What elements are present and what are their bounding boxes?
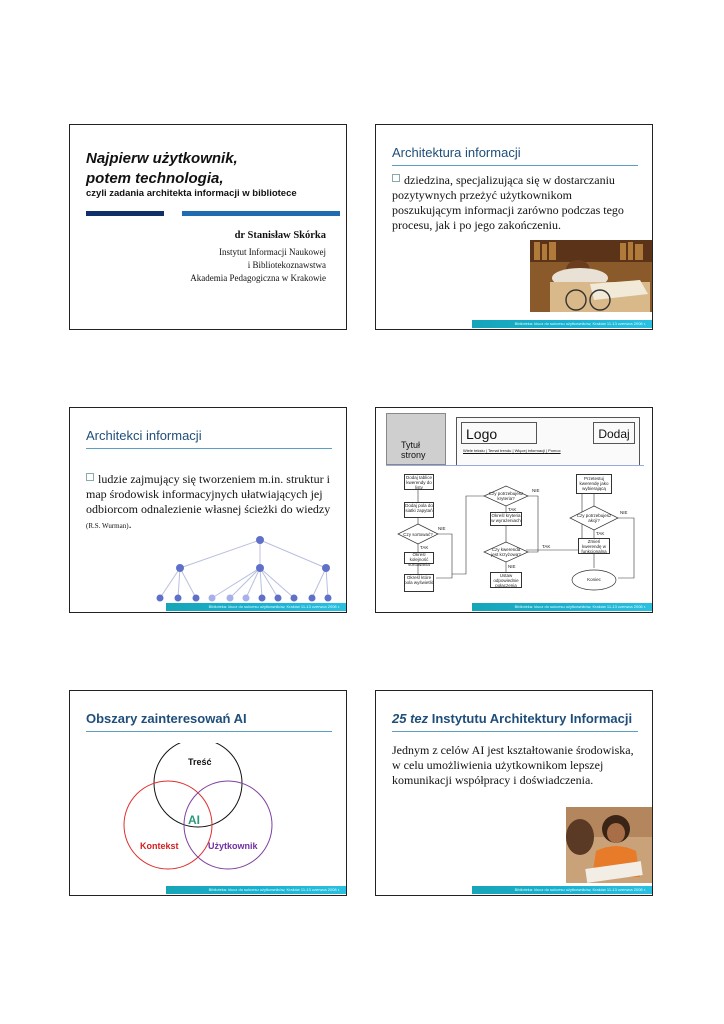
page-title-text: Tytuł strony [401,440,426,460]
page-title-block [386,413,446,465]
slide-footer [166,603,346,611]
heading-rule [392,731,638,732]
bullet-item [86,472,334,534]
nav-link-2: Temat trendu [488,448,512,453]
venn-label-tresc: Treść [188,757,212,767]
venn-label-uzytkownik: Użytkownik [208,841,258,851]
slide-footer [166,886,346,894]
bullet-icon [86,473,94,481]
flow-text: Dodaj tablice kwerendy do listy [405,475,432,490]
flow-branch-label: TAK [542,544,551,549]
footer-text: Biblioteka: klucz do sukcesu użytkowników, Kraków 11-13 czerwca 2008 r. [514,887,646,892]
flow-decision-text: Czy potrzebujesz kryteria? [488,491,524,501]
slide-architekci [69,407,347,613]
slide-heading [392,711,632,726]
nav-link-1: Wiele tekstu [463,448,485,453]
flow-text: Określ kolejność sortowania [408,552,430,567]
bullet-item [392,173,640,233]
nav-link-4: Pomoc [548,448,561,453]
flow-decision-text: Czy potrzebujesz akcji? [576,513,612,523]
footer-text: Biblioteka: klucz do sukcesu użytkowników, Kraków 11-13 czerwca 2008 r. [208,887,340,892]
slide-25-tez [375,690,653,896]
slide-footer [472,603,652,611]
slide-subtitle: czyli zadania architekta informacji w bibliotece [86,188,297,199]
slide-title [69,124,347,330]
slide-obszary [69,690,347,896]
heading-number: 25 tez [392,711,429,726]
flow-decision-text: Czy kwerenda jest krzyżowa? [491,547,521,557]
flow-decision-text: Czy sortować? [403,532,433,537]
logo-placeholder: Logo [461,422,537,444]
flow-text: Określ które pola wyświetlić [404,575,434,585]
venn-label-ai: AI [188,813,200,827]
flow-branch-label: TAK [596,531,605,536]
flow-text: Określ kryteria w wyrażeniach [491,513,521,523]
citation-period: . [128,517,132,531]
author-block [190,229,326,285]
flow-end-text: Koniec [587,577,601,582]
flow-text: Dodaj pola do siatki zapytań [405,503,433,513]
add-button-placeholder: Dodaj [593,422,635,444]
slide-wireframe-flowchart [375,407,653,613]
footer-text: Biblioteka: klucz do sukcesu użytkowników, Kraków 11-13 czerwca 2008 r. [514,604,646,609]
wireframe-canvas [386,413,644,601]
author-name: dr Stanisław Skórka [234,230,326,241]
footer-text: Biblioteka: klucz do sukcesu użytkowników, Kraków 11-13 czerwca 2008 r. [514,321,646,326]
heading-rest: Instytutu Architektury Informacji [428,711,633,726]
flow-branch-label: NIE [532,488,540,493]
students-photo [566,807,652,883]
reading-student-photo [530,240,652,312]
slide-heading: Architektura informacji [392,145,521,160]
title-line-1: Najpierw użytkownik, [86,150,238,167]
flow-branch-label: NIE [508,564,516,569]
slide-heading: Architekci informacji [86,428,202,443]
wireframe-header [456,417,640,471]
footer-text: Biblioteka: klucz do sukcesu użytkowników, Kraków 11-13 czerwca 2008 r. [208,604,340,609]
nav-link-3: Więcej informacji [514,448,545,453]
slide-title-heading [86,149,238,189]
bullet-text: dziedzina, specjalizująca się w dostarczaniu pozytywnych przeżyć użytkownikom poszukującym informacji zarówno podczas tego procesu, jak i po jego zakończeniu. [392,173,624,232]
flowchart [386,465,644,602]
slide-footer [472,320,652,328]
title-line-2: potem technologia, [86,170,224,187]
flow-text: Przetestuj kwerendę jako wybierającą [579,476,609,491]
hierarchy-tree-diagram [150,532,340,604]
decorative-bars [86,211,340,216]
citation: (R.S. Wurman) [86,522,129,530]
affiliation-line-2: i Bibliotekoznawstwa [247,260,326,270]
slide-heading: Obszary zainteresowań AI [86,711,247,726]
bullet-text: ludzie zajmujący się tworzeniem m.in. struktur i map środowisk informacyjnych ułatwiających jej odbiorcom odnalezienie własnej ścieżki do wiedzy [86,472,331,516]
flow-branch-label: NIE [438,526,446,531]
slide-architektura [375,124,653,330]
heading-rule [392,165,638,166]
wireframe-nav: Wiele tekstu | Temat trendu | Więcej informacji | Pomoc [463,448,561,453]
affiliation-line-1: Instytut Informacji Naukowej [219,247,326,257]
flow-text: Zmień kwerendę w funkcjonalną [581,539,607,554]
bullet-icon [392,174,400,182]
slide-footer [472,886,652,894]
heading-rule [86,448,332,449]
flow-text: Ustaw odpowiednie połączenia [493,573,519,588]
slide-body-text: Jednym z celów AI jest kształtowanie środowiska, w celu umożliwienia użytkownikom lepszej komunikacji współpracy i doświadczenia. [392,743,634,787]
flow-branch-label: NIE [620,510,628,515]
flow-branch-label: TAK [420,545,429,550]
heading-rule [86,731,332,732]
venn-label-kontekst: Kontekst [140,841,179,851]
affiliation-line-3: Akademia Pedagogiczna w Krakowie [190,273,326,283]
flow-branch-label: TAK [508,507,517,512]
